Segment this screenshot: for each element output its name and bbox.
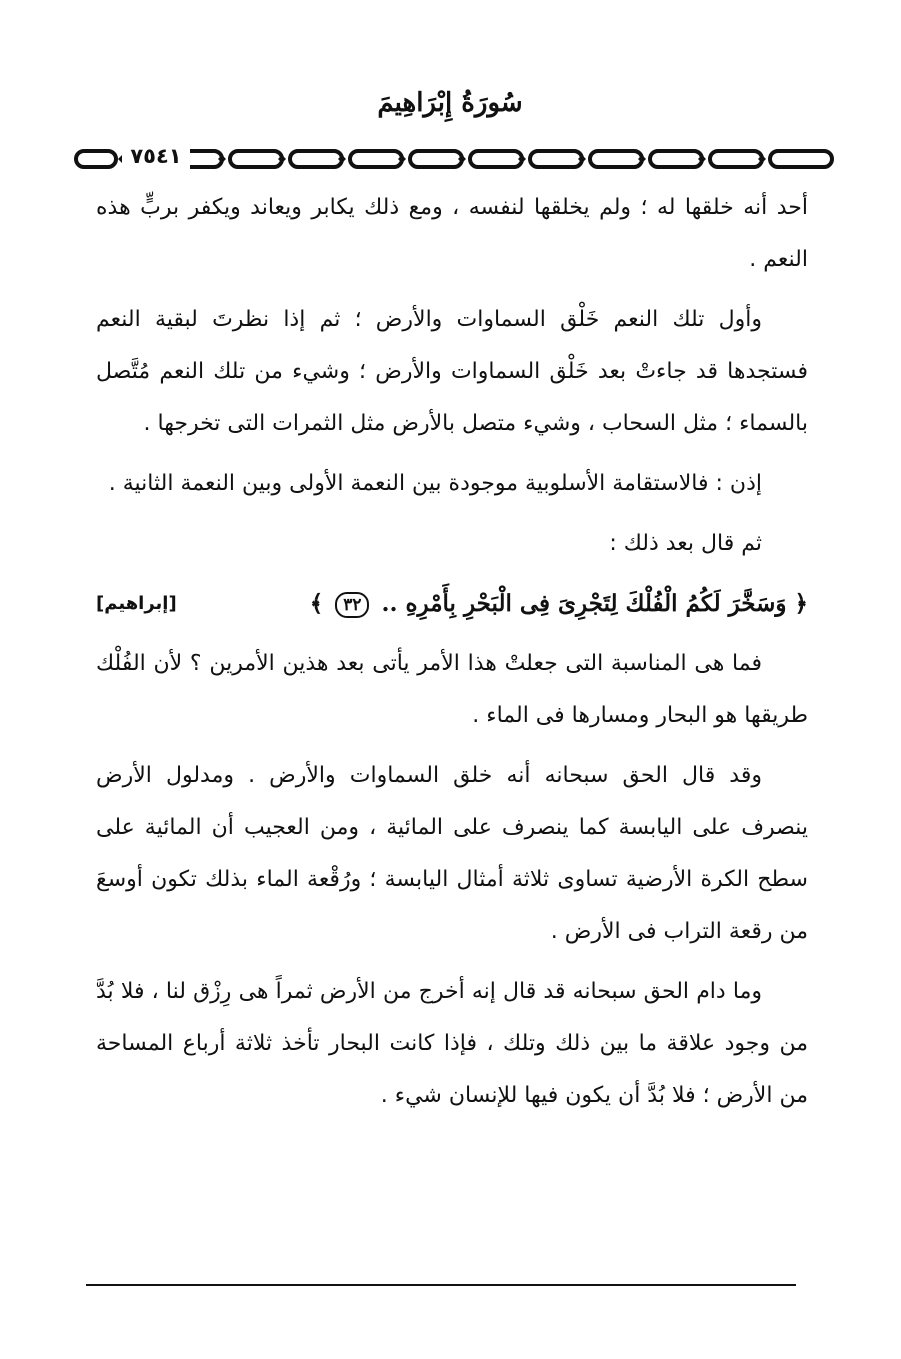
ayah-number: ٣٢ <box>335 592 369 618</box>
paragraph-7: وما دام الحق سبحانه قد قال إنه أخرج من الأرض ثمراً هى رِزْق لنا ، فلا بُدَّ من وجود علاقة ما بين ذلك وتلك ، فإذا كانت البحار تأخذ ثلاثة أرباع المساحة من الأرض ؛ فلا بُدَّ أن يكون فيها للإنسان شيء . <box>96 979 808 1108</box>
verse-text-line <box>310 578 808 630</box>
footer-divider <box>86 1284 796 1286</box>
paragraph-1: أحد أنه خلقها له ؛ ولم يخلقها لنفسه ، ومع ذلك يكابر ويعاند ويكفر بربٍّ هذه النعم . <box>96 195 808 272</box>
paragraph-2: وأول تلك النعم خَلْق السماوات والأرض ؛ ثم إذا نظرتَ لبقية النعم فستجدها قد جاءتْ بعد خَلْق السماوات والأرض ؛ وشيء من تلك النعم مُتَّصل بالسماء ؛ مثل السحاب ، وشيء متصل بالأرض مثل الثمرات التى تخرجها . <box>96 307 808 436</box>
verse-open-bracket: ﴿ <box>794 590 808 617</box>
surah-title: سُورَةُ إِبْرَاهِيمَ <box>377 88 523 118</box>
paragraph-6: وقد قال الحق سبحانه أنه خلق السماوات والأرض . ومدلول الأرض ينصرف على اليابسة كما ينصرف على المائية ، ومن العجيب أن المائية على سطح الكرة الأرضية تساوى ثلاثة أمثال اليابسة ؛ ورُقْعة الماء بذلك تكون أوسعَ من رقعة التراب فى الأرض . <box>96 763 808 944</box>
page-number: ٧٥٤١ <box>122 139 190 173</box>
verse-close-bracket: ﴾ <box>309 590 324 617</box>
paragraph-4: ثم قال بعد ذلك : <box>609 531 762 556</box>
paragraph-3: إذن : فالاستقامة الأسلوبية موجودة بين النعمة الأولى وبين النعمة الثانية . <box>108 471 762 496</box>
verse-text: وَسَخَّرَ لَكُمُ الْفُلْكَ لِتَجْرِىَ فِى الْبَحْرِ بِأَمْرِهِ .. <box>381 590 787 617</box>
verse-reference: [إبراهيم] <box>96 593 177 614</box>
paragraph-5: فما هى المناسبة التى جعلتْ هذا الأمر يأتى بعد هذين الأمرين ؟ لأن الفُلْك طريقها هو البحار ومسارها فى الماء . <box>96 651 808 728</box>
quran-verse <box>96 578 808 630</box>
body-text <box>96 182 808 1130</box>
